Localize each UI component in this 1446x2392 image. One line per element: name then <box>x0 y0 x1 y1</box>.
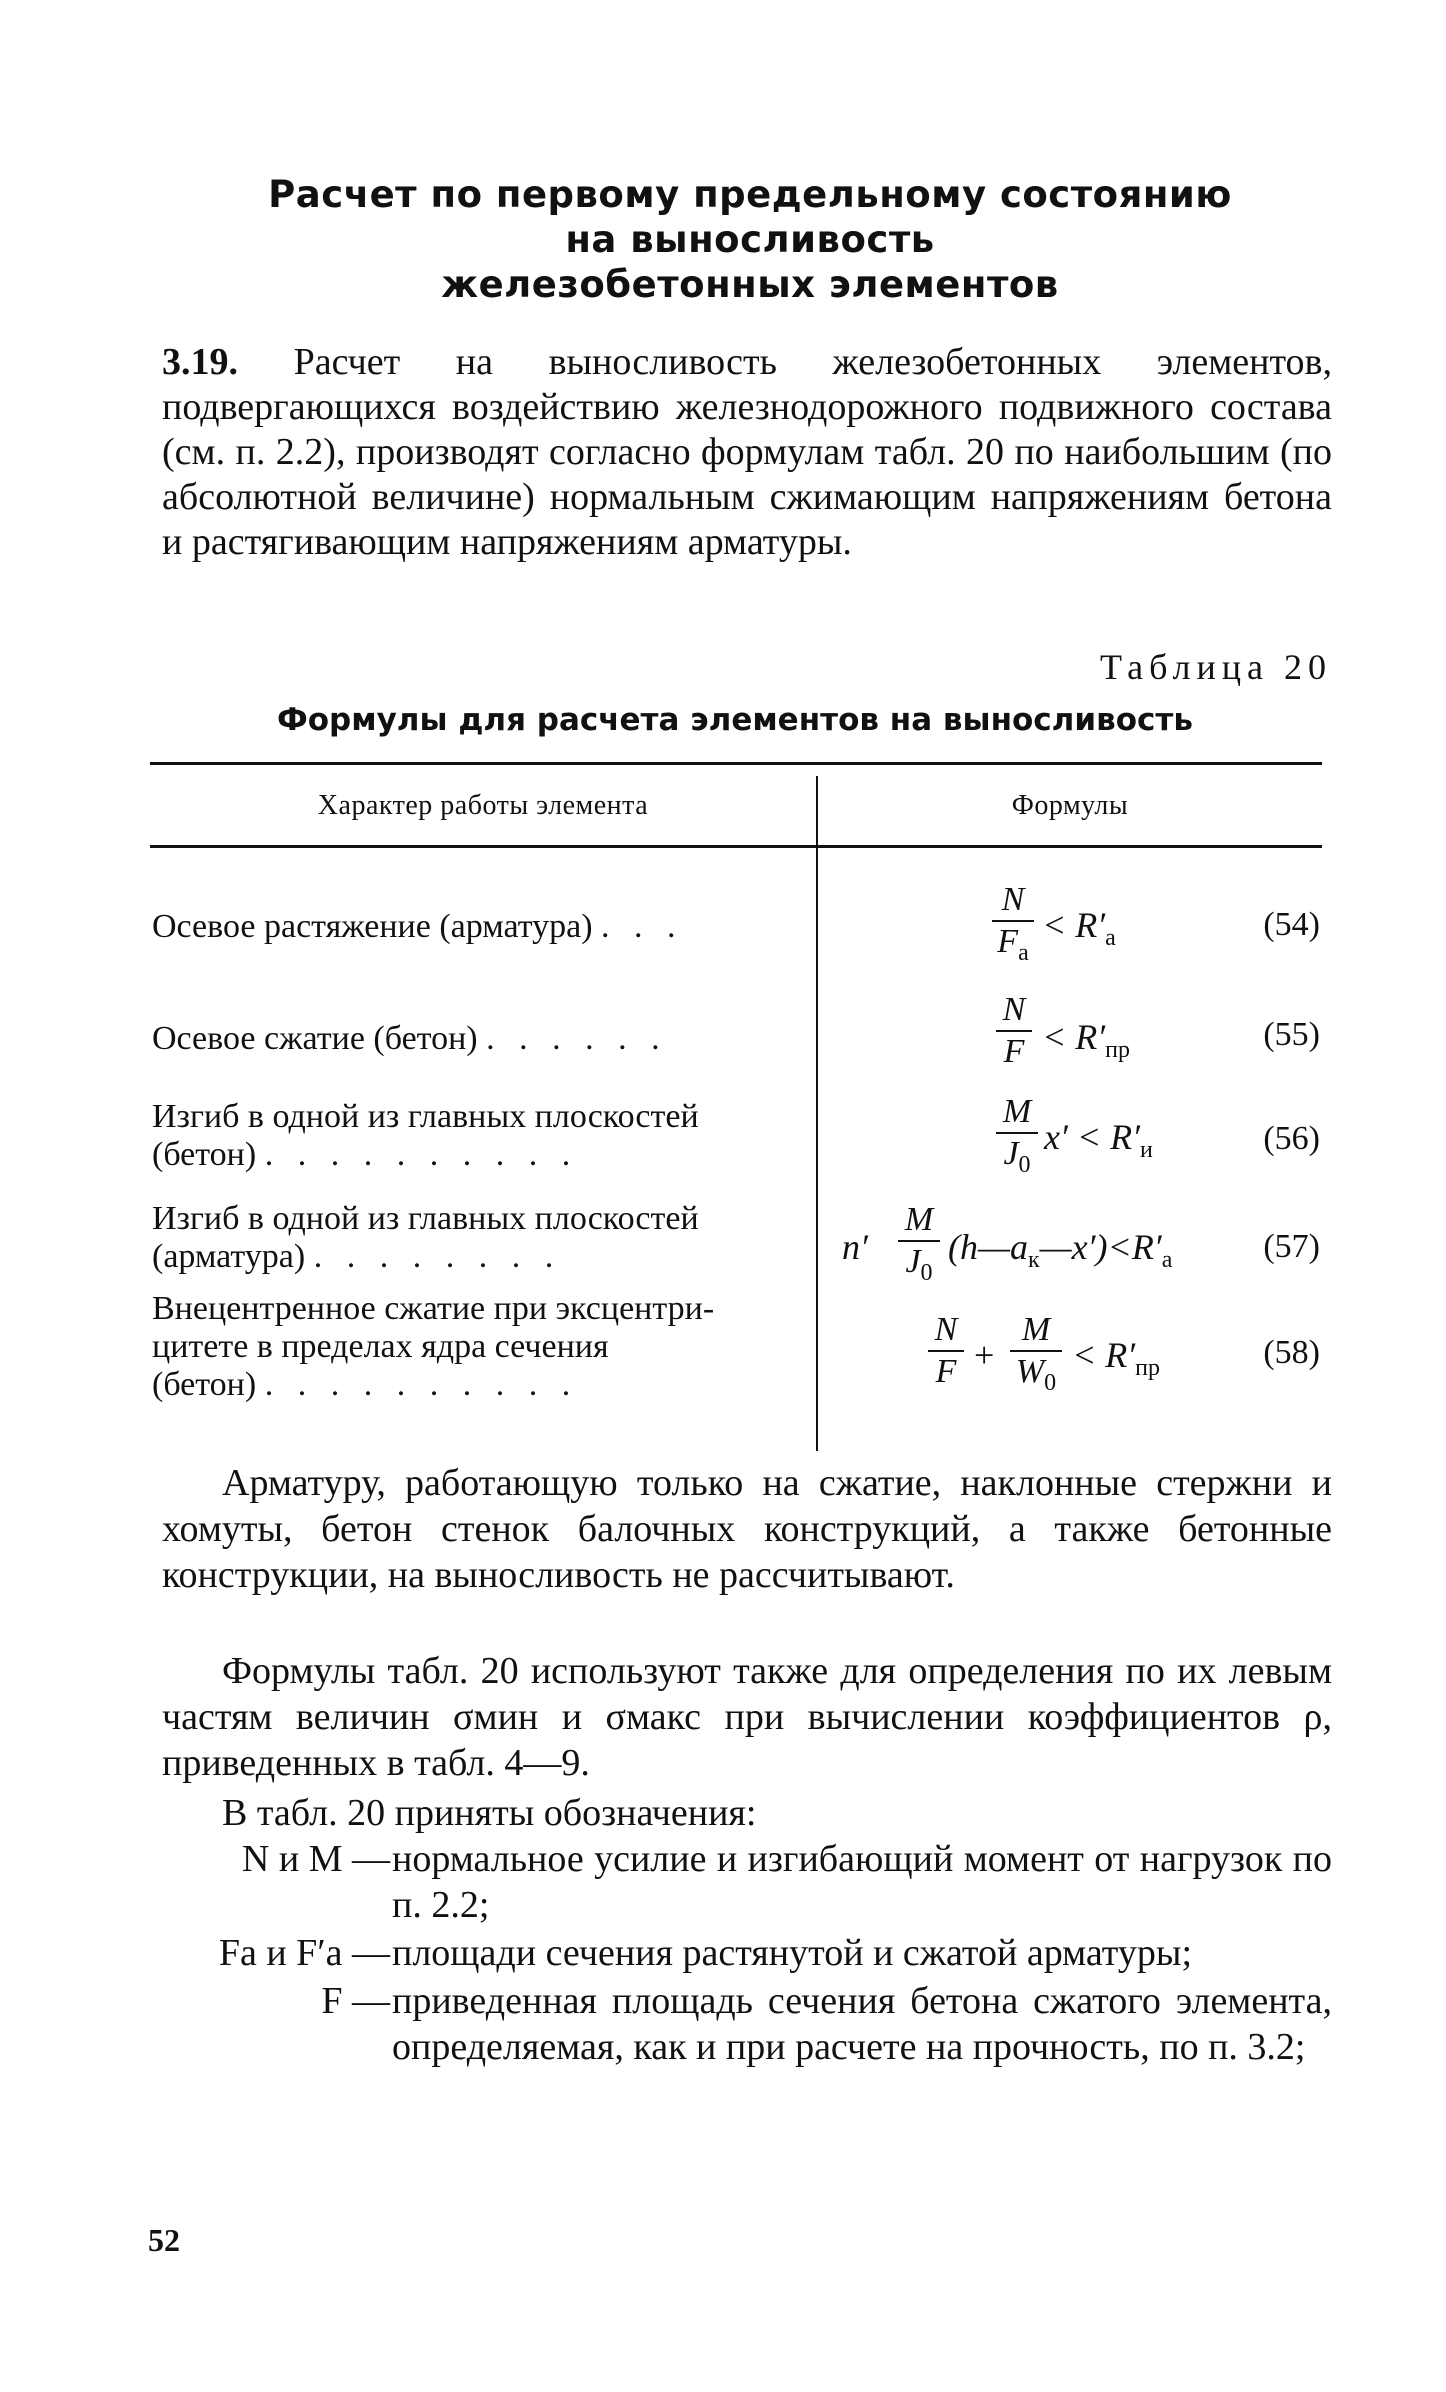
definition-term: Fа и F′а — <box>218 1932 390 1974</box>
relation: x′ < R′ <box>1044 1117 1141 1157</box>
row-text: Изгиб в одной из главных плоскостей <box>152 1098 699 1135</box>
definition-desc: нормальное усилие и изгибающий момент от нагрузок по п. 2.2; <box>392 1838 1332 1926</box>
formula-54 <box>830 880 1210 990</box>
definition-term: F — <box>321 1980 390 2022</box>
subscript: 0 <box>1018 1152 1031 1178</box>
equation-number-56: (56) <box>1263 1120 1320 1157</box>
denominator: W <box>1015 1353 1045 1390</box>
relation: < R′ <box>1072 1335 1136 1375</box>
section-paragraph <box>162 340 1332 565</box>
equation-number-58: (58) <box>1263 1334 1320 1371</box>
table-header-character: Характер работы элемента <box>317 790 649 821</box>
paragraph-2: Арматуру, работающую только на сжатие, наклонные стержни и хомуты, бетон стенок балочных конструкций, а также бетонные конструкции, на выносливость не рассчитывают. <box>162 1462 1332 1596</box>
denominator: F <box>935 1353 957 1390</box>
row-text: Внецентренное сжатие при эксцентри- <box>152 1290 715 1327</box>
table-header-formulas: Формулы <box>1011 790 1129 821</box>
row-text: (бетон) <box>152 1366 257 1403</box>
relation: (h—a <box>948 1227 1028 1267</box>
subscript: пр <box>1105 1037 1131 1063</box>
relation: < R′ <box>1042 905 1106 945</box>
row-text: Осевое растяжение (арматура) <box>152 908 593 945</box>
section-number: 3.19. <box>162 341 238 383</box>
table-row-57-label: Изгиб в одной из главных плоскостей (арматура) . . . . . . . . <box>152 1200 792 1276</box>
formula-57 <box>830 1200 1210 1310</box>
definition-desc: площади сечения растянутой и сжатой арматуры; <box>392 1932 1193 1974</box>
subscript: 0 <box>1044 1370 1057 1396</box>
numerator: N <box>1001 881 1025 918</box>
subscript: 0 <box>920 1260 933 1286</box>
denominator: F <box>997 923 1019 960</box>
page-number: 52 <box>148 2222 180 2258</box>
denominator: F <box>1003 1033 1025 1070</box>
table-row-56-label: Изгиб в одной из главных плоскостей (бетон) . . . . . . . . . . <box>152 1098 792 1174</box>
formula-56 <box>830 1092 1210 1202</box>
row-text: (бетон) <box>152 1136 257 1173</box>
table-top-rule <box>150 762 1322 765</box>
numerator: N <box>934 1311 958 1348</box>
definition-desc: приведенная площадь сечения бетона сжатого элемента, определяемая, как и при расчете на прочность, по п. 3.2; <box>392 1980 1332 2068</box>
equation-number-54: (54) <box>1263 906 1320 943</box>
table-row-55-label: Осевое сжатие (бетон) . . . . . . <box>152 1020 668 1057</box>
heading-line-2: на выносливость <box>565 218 935 261</box>
relation: < R′ <box>1042 1017 1106 1057</box>
subscript: к <box>1028 1247 1040 1273</box>
definitions-list <box>162 1836 1332 2072</box>
numerator: M <box>904 1201 934 1238</box>
definition-item <box>162 1978 1332 2070</box>
equation-number-57: (57) <box>1263 1228 1320 1265</box>
formula-58 <box>830 1310 1210 1420</box>
table-header-rule <box>150 845 1322 848</box>
subscript: а <box>1018 940 1029 966</box>
row-text: Осевое сжатие (бетон) <box>152 1020 478 1057</box>
subscript: а <box>1105 925 1116 951</box>
table-column-divider <box>816 776 818 1451</box>
paragraph-4: В табл. 20 приняты обозначения: <box>222 1792 757 1834</box>
denominator: J <box>905 1243 921 1280</box>
table-row-54-label: Осевое растяжение (арматура) . . . <box>152 908 684 945</box>
row-text: (арматура) <box>152 1238 306 1275</box>
table-caption: Таблица 20 <box>1100 647 1332 687</box>
numerator: M <box>1021 1311 1051 1348</box>
row-text: Изгиб в одной из главных плоскостей <box>152 1200 699 1237</box>
numerator: N <box>1002 991 1026 1028</box>
equation-number-55: (55) <box>1263 1016 1320 1053</box>
heading-line-1: Расчет по первому предельному состоянию <box>268 173 1232 216</box>
definition-item <box>162 1836 1332 1928</box>
row-text: цитете в пределах ядра сечения <box>152 1328 609 1365</box>
formula-55 <box>830 990 1210 1100</box>
numerator: M <box>1002 1093 1032 1130</box>
denominator: J <box>1003 1135 1019 1172</box>
table-title: Формулы для расчета элементов на выносливость <box>277 702 1193 738</box>
subscript: пр <box>1135 1355 1161 1381</box>
prefix: n′ <box>842 1227 868 1267</box>
paragraph-3: Формулы табл. 20 используют также для определения по их левым частям величин σмин и σмакс при вычислении коэффициентов ρ, приведенных в табл. 4—9. <box>162 1650 1332 1784</box>
section-heading <box>150 172 1350 307</box>
section-text: Расчет на выносливость железобетонных элементов, подвергающихся воздействию железнодорожного подвижного состава (см. п. 2.2), производят согласно формулам табл. 20 по наибольшим (по абсолютной величине) нормальным сжимающим напряжениям бетона и растягивающим напряжениям арматуры. <box>162 341 1333 563</box>
table-row-58-label: Внецентренное сжатие при эксцентри- цитете в пределах ядра сечения (бетон) . . . . . . . . . . <box>152 1290 792 1404</box>
relation: —x′)<R′ <box>1039 1227 1162 1267</box>
plus-sign: + <box>974 1335 995 1375</box>
subscript: а <box>1161 1247 1173 1273</box>
subscript: и <box>1140 1137 1153 1163</box>
definition-term: N и M — <box>241 1838 390 1880</box>
heading-line-3: железобетонных элементов <box>441 263 1059 306</box>
definition-item <box>162 1930 1332 1976</box>
